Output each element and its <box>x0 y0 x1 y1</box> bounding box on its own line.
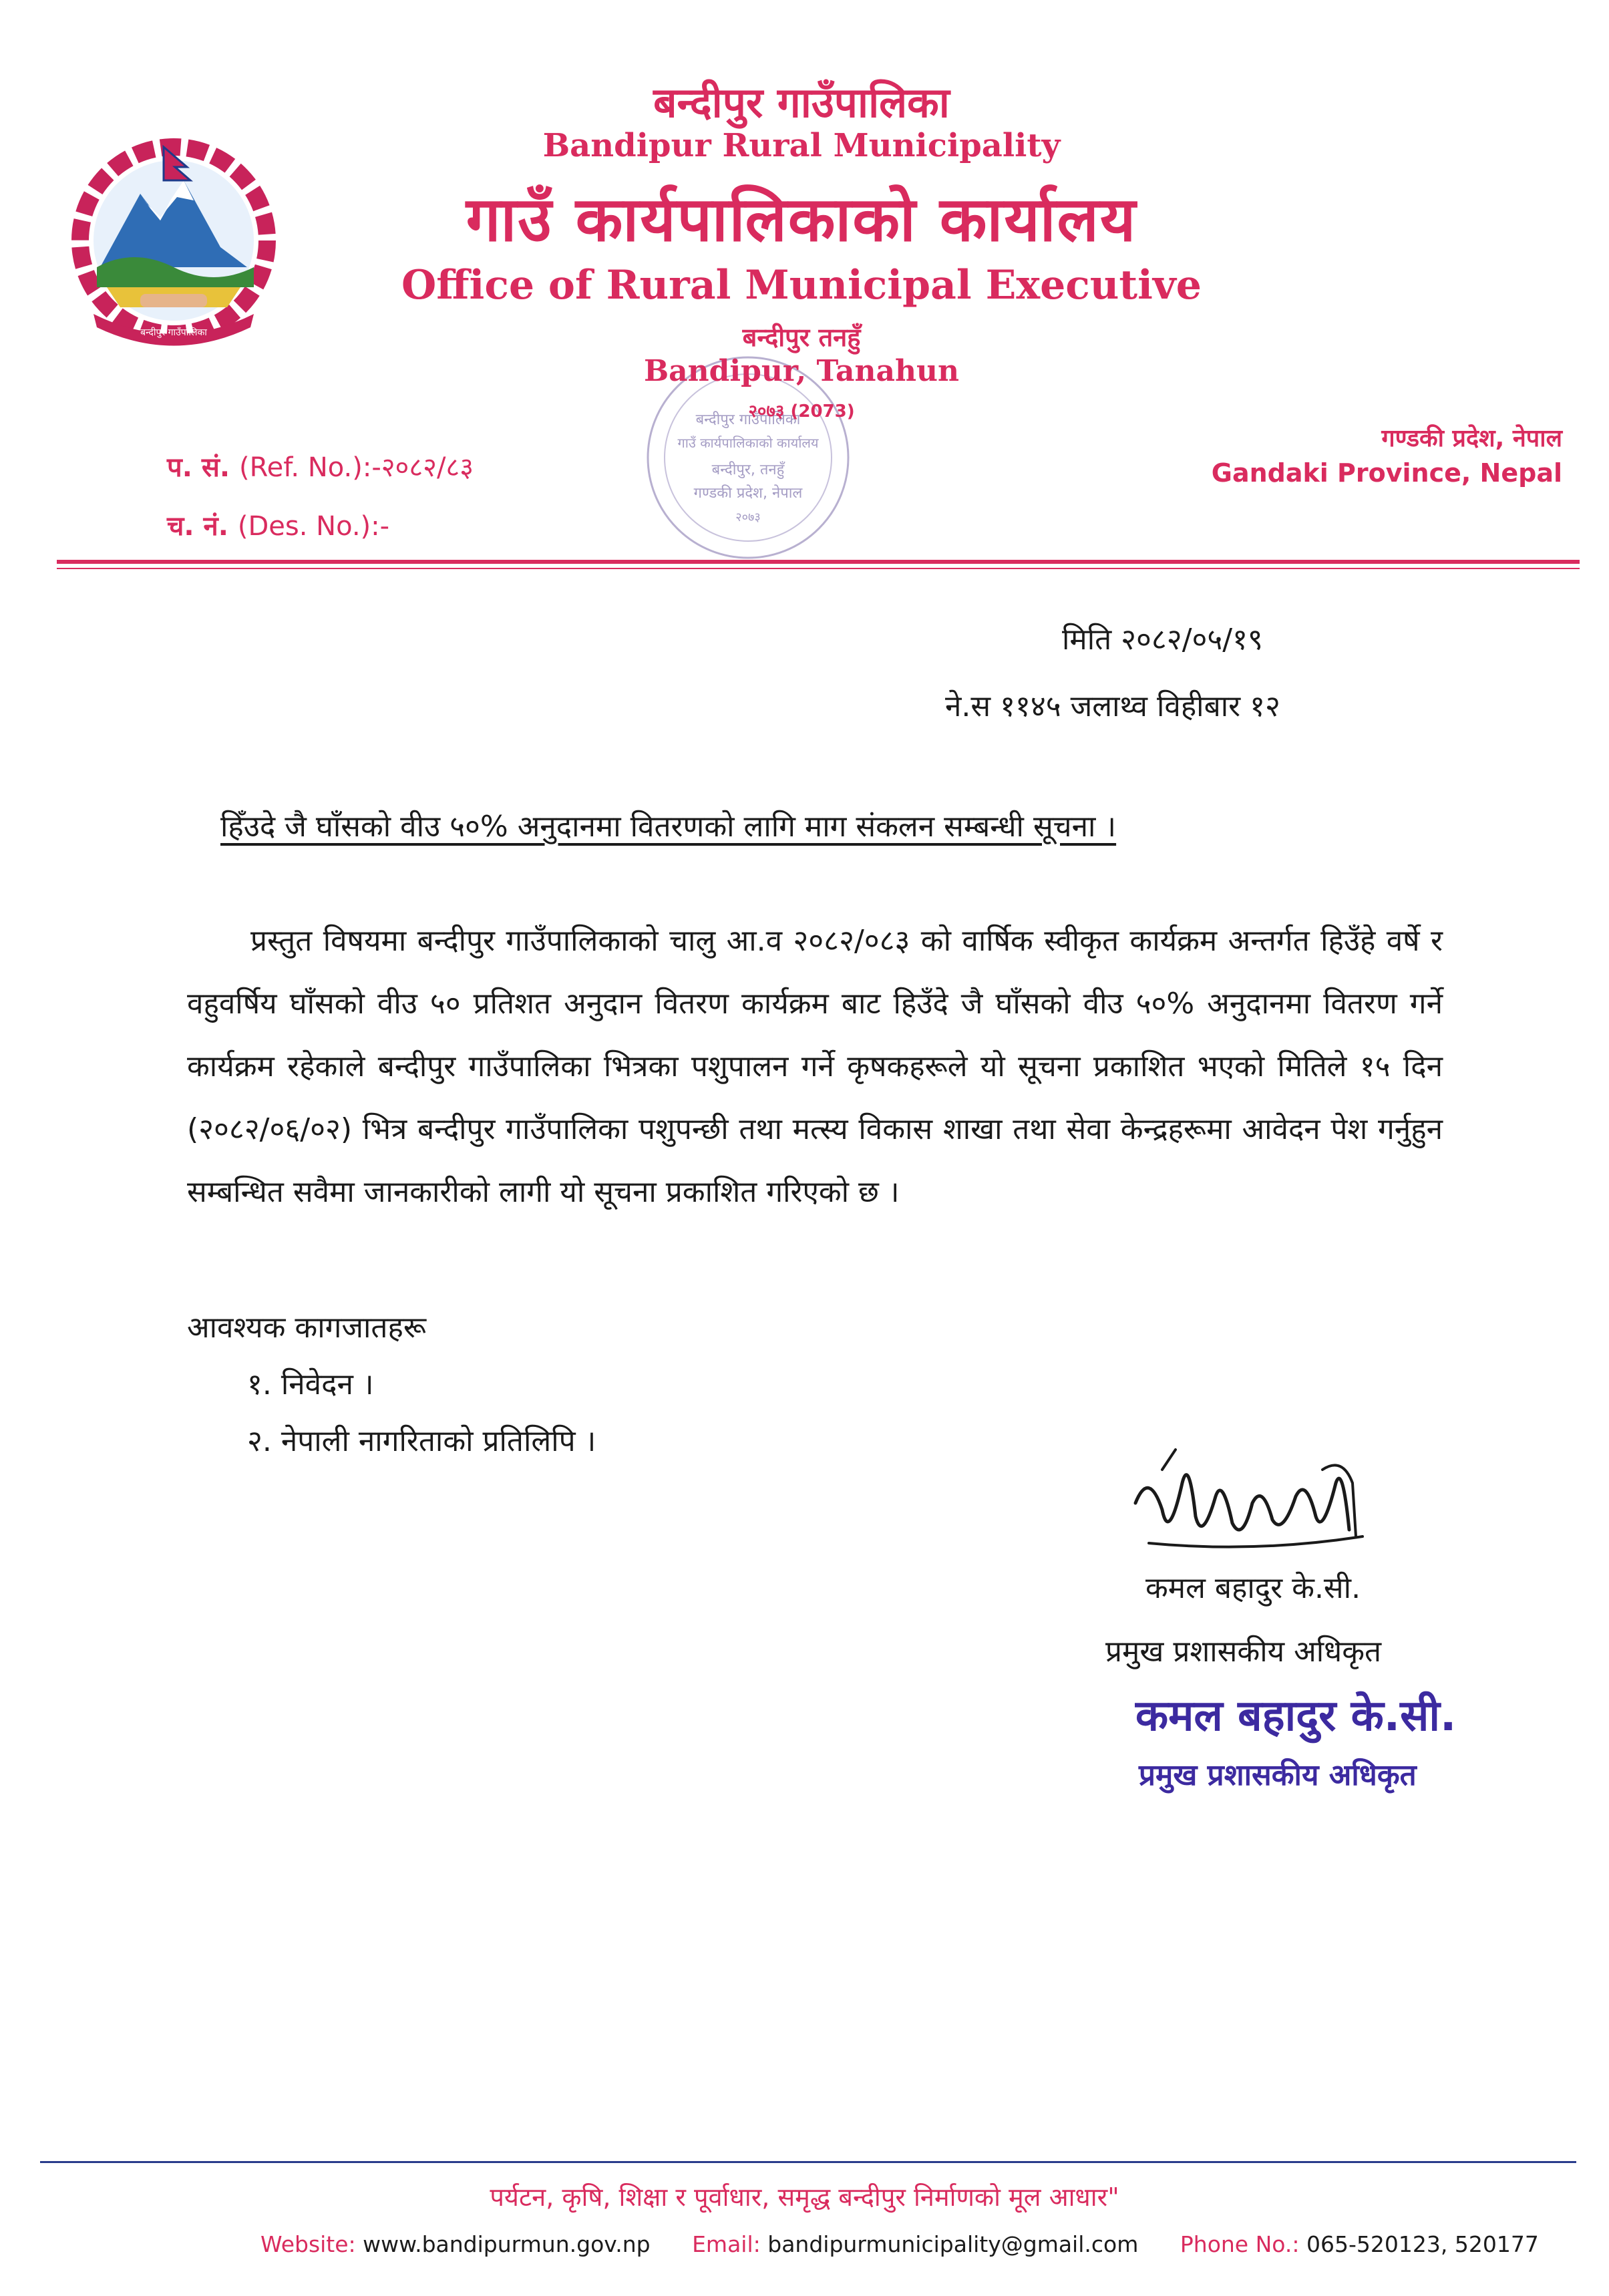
footer-divider <box>40 2161 1576 2163</box>
established-year: २०७३ (2073) <box>748 401 855 422</box>
svg-text:बन्दीपुर गाउँपालिका: बन्दीपुर गाउँपालिका <box>140 327 207 338</box>
header-divider-thin <box>57 568 1580 569</box>
header-divider <box>57 560 1580 564</box>
signature <box>1122 1443 1376 1563</box>
phone-label: Phone No.: <box>1180 2231 1300 2257</box>
svg-text:बन्दीपुर गाउँपालिका: बन्दीपुर गाउँपालिका <box>695 412 801 428</box>
ref-label: प. सं. <box>167 452 230 483</box>
des-label: च. नं. <box>167 511 228 542</box>
org-name-en: Bandipur Rural Municipality <box>542 127 1061 164</box>
svg-text:गाउँ कार्यपालिकाको कार्यालय: गाउँ कार्यपालिकाको कार्यालय <box>677 435 819 451</box>
svg-text:गण्डकी प्रदेश, नेपाल: गण्डकी प्रदेश, नेपाल <box>693 485 803 502</box>
svg-text:२०७३: २०७३ <box>735 510 761 524</box>
office-name-en: Office of Rural Municipal Executive <box>401 262 1202 309</box>
notice-body: प्रस्तुत विषयमा बन्दीपुर गाउँपालिकाको चालु आ.व २०८२/०८३ को वार्षिक स्वीकृत कार्यक्रम अन्तर्गत हिउँहे वर्षे र वहुवर्षिय घाँसको वीउ ५० प्रतिशत अनुदान वितरण कार्यक्रम बाट हिउँदे जै घाँसको वीउ ५०% अनुदानमा वितरण गर्ने कार्यक्रम रहेकाले बन्दीपुर गाउँपालिका भित्रका पशुपालन गर्ने कृषकहरूले यो सूचना प्रकाशित भएको मितिले १५ दिन (२०८२/०६/०२) भित्र बन्दीपुर गाउँपालिका पशुपन्छी तथा मत्स्य विकास शाखा तथा सेवा केन्द्रहरूमा आवेदन पेश गर्नुहुन सम्बन्धित सवैमा जानकारीको लागी यो सूचना प्रकाशित गरिएको छ । <box>187 924 1443 1209</box>
website-link[interactable]: www.bandipurmun.gov.np <box>363 2231 651 2257</box>
date-bs: मिति २०८२/०५/१९ <box>1062 623 1263 657</box>
email-label: Email: <box>692 2231 761 2257</box>
ref-label-en: (Ref. No.):- <box>239 452 381 483</box>
ref-number <box>167 448 474 484</box>
ref-value: २०८२/८३ <box>381 452 474 483</box>
svg-text:बन्दीपुर, तनहुँ: बन्दीपुर, तनहुँ <box>711 462 785 478</box>
signatory-title: प्रमुख प्रशासकीय अधिकृत <box>1105 1635 1382 1669</box>
place-en: Bandipur, Tanahun <box>643 354 960 388</box>
footer-slogan: पर्यटन, कृषि, शिक्षा र पूर्वाधार, समृद्ध बन्दीपुर निर्माणको मूल आधार" <box>490 2182 1119 2212</box>
phone-number: 065-520123, 520177 <box>1306 2231 1539 2257</box>
province-np: गण्डकी प्रदेश, नेपाल <box>1381 425 1562 452</box>
signatory-stamp-name: कमल बहादुर के.सी. <box>1135 1691 1457 1741</box>
documents-heading: आवश्यक कागजातहरू <box>187 1311 427 1345</box>
nepal-emblem-logo <box>53 134 294 354</box>
document-item: २. नेपाली नागरिताको प्रतिलिपि । <box>247 1424 596 1458</box>
signatory-stamp-title: प्रमुख प्रशासकीय अधिकृत <box>1139 1758 1417 1792</box>
footer-contact <box>260 2231 1539 2257</box>
website-label: Website: <box>260 2231 356 2257</box>
office-name-np: गाउँ कार्यपालिकाको कार्यालय <box>466 184 1137 255</box>
org-name-np: बन्दीपुर गाउँपालिका <box>653 78 950 127</box>
des-label-en: (Des. No.):- <box>237 511 390 542</box>
date-ns: ने.स ११४५ जलाथ्व विहीबार १२ <box>945 689 1280 723</box>
email-link[interactable]: bandipurmunicipality@gmail.com <box>767 2231 1139 2257</box>
document-item: १. निवेदन । <box>247 1367 374 1402</box>
signatory-name: कमल बहादुर के.सी. <box>1145 1571 1361 1605</box>
des-number <box>167 506 389 543</box>
place-np: बन्दीपुर तनहुँ <box>742 323 861 352</box>
province-en: Gandaki Province, Nepal <box>1211 458 1562 488</box>
notice-subject: हिँउदे जै घाँसको वीउ ५०% अनुदानमा वितरणको लागि माग संकलन सम्बन्धी सूचना । <box>220 810 1117 844</box>
